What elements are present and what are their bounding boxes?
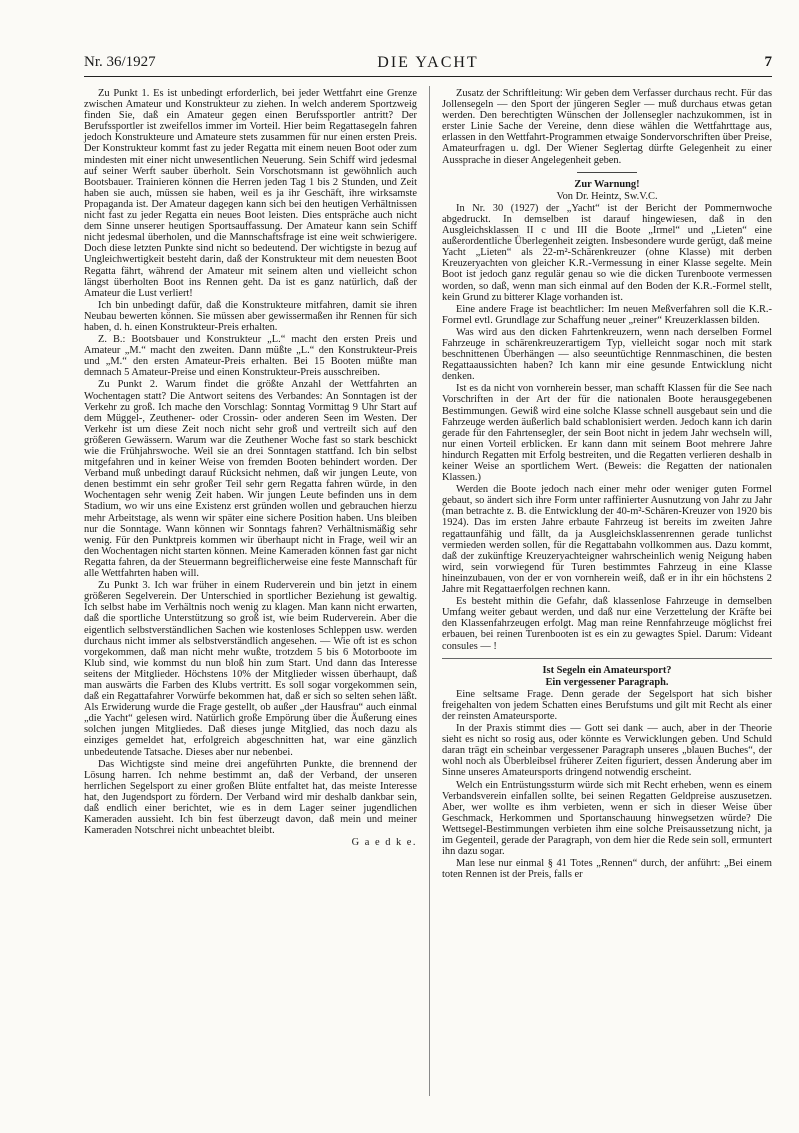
paragraph: Was wird aus den dicken Fahrtenkreuzern, wenn nach derselben Formel Fahrzeuge in schärenkreuzerartigem Typ, vielleicht sogar noch mit stark beschnittenen Überhängen — also seeuntüchtige Rennmaschinen, die besten Regattaaussichten haben? Ich kann mir eine gesunde Entwicklung nicht denken. [442, 326, 772, 383]
paragraph: Zu Punkt 1. Es ist unbedingt erforderlich, bei jeder Wettfahrt eine Grenze zwischen Amateur und Konstrukteur zu ziehen. In welch anderem Sportzweig finden Sie, daß ein Amateur gegen einen Berufssportler antritt? Der Berufssportler ist zweifellos immer im Vorteil. Hier beim Regattasegeln fahren jedoch Konstrukteure und Amateure stets zusammen für nur einen ersten Preis. Der Konstrukteur kommt fast zu jeder Regatta mit einem neuen Boot oder zum mindesten mit einer nicht unwesentlichen Neuerung. Sein Schiff wird jedesmal auf seiner Werft sauber überholt. Sein Vorschotsmann ist gewöhnlich auch Bootsbauer. Trainieren können die Herren jeden Tag 1 bis 2 Stunden, und Zeit haben sie auch, müssen sie haben, weil es ja ihr Geschäft, ihre wirksamste Propaganda ist. Der Amateur dagegen kann sich bei den heutigen Verhältnissen nicht fast zu jeder Regatta ein neues Boot leisten. Dies entspräche auch nicht dem Sinne unserer heutigen Sportsauffassung. Der Amateur kann sein Schiff nicht jedesmal überholen, und die Mannschaftsfrage ist eine weit schwierigere. Doch diese letzten Punkte sind nicht so bedeutend. Der wichtigste in bezug auf Ungleichwertigkeit besteht darin, daß der Konstrukteur mit dem neuesten Boot Regatta fährt, während der Amateur mit seinem alten und vielleicht schon längst überholten Boot ins Rennen geht. Da ist es ganz natürlich, daß der Amateur die Lust verliert! [84, 88, 417, 299]
paragraph: Ich bin unbedingt dafür, daß die Konstrukteure mitfahren, damit sie ihren Neubau bewerten können. Sie müssen aber gewissermaßen ihr Rennen für sich haben, d. h. einen Konstrukteur-Preis erhalten. [84, 299, 417, 333]
paragraph: Eine andere Frage ist beachtlicher: Im neuen Meßverfahren soll die K.R.-Formel evtl. Grundlage zur Schaffung neuer „reiner“ Kreuzerklassen bilden. [442, 303, 772, 326]
paragraph: Welch ein Entrüstungssturm würde sich mit Recht erheben, wenn es einem Verbandsverein einfallen sollte, bei seinen Regatten Geldpreise auszusetzen. Aber, wer wollte es ihm verbieten, wenn er sich in dieser Weise über Geschmack, Herkommen und Sportanschauung hinwegsetzen würde? Die Wettsegel-Bestimmungen verbieten ihm eine solche Preisaussetzung nicht, ja im Gegenteil, gerade der Paragraph, von dem hier die Rede sein soll, ermuntert ihn dazu sogar. [442, 779, 772, 858]
editor-note: Zusatz der Schriftleitung: Wir geben dem Verfasser durchaus recht. Für das Jollensegeln — den Sport der jüngeren Segler — muß durchaus etwas getan werden. Den berechtigten Wünschen der Jollensegler nachzukommen, ist in erster Linie Sache der Vereine, denn diese wählen die Wettfahrttage aus, erlassen in den Wettfahrt-Programmen etwaige Sondervorschriften über Preise, Amateurfragen u. dgl. Der Wiener Seglertag dürfte Gelegenheit zu einer Aussprache in dieser Angelegenheit geben. [442, 88, 772, 166]
paragraph: Zu Punkt 2. Warum findet die größte Anzahl der Wettfahrten an Wochentagen statt? Die Antwort seitens des Verbandes: An Sonntagen ist der Verkehr zu groß. Ich mache den Vorschlag: Sonntag Vormittag 9 Uhr Start auf dem Müggel-, Zeuthener- oder Crossin- oder anderen Seen im Westen. Der Verkehr ist um diese Zeit noch nicht sehr groß und vertreilt sich auf den größeren Gewässern. Warum war die Zeuthener Woche fast so stark beschickt wie die Frühjahrswoche. Weil sie an drei Sonntagen stattfand. Ich bin selbst mitgefahren und in keiner Weise von fremden Booten behindert worden. Der Verband muß unbedingt darauf Rücksicht nehmen, daß wir jungen Leute, von denen bestimmt ein sehr großer Teil sehr gern Regatta fahren würde, in den Wochentagen sehr wenig Zeit haben. Wir jungen Leute befinden uns in dem Stadium, wo wir uns eine Existenz erst gründen wollen und gebrauchen hierzu mehr Arbeitstage, als wenn wir später eine sichere Position haben. Uns bleiben nur die Sonntage. Wann können wir Sonntags fahren? Verhältnismäßig sehr wenig. Für den Punktpreis kommen wir überhaupt nicht in Frage, weil wir an den Wochentagen nicht starten können. Meine Kameraden können fast gar nicht Regatta fahren, da der Steuermann begreiflicherweise eine feste Mannschaft für alle Wettfahrten haben will. [84, 379, 417, 580]
article-subtitle: Ein vergessener Paragraph. [545, 676, 669, 688]
section-rule [577, 172, 637, 173]
article-title: Ist Segeln ein Amateursport? [542, 664, 672, 676]
left-column [84, 88, 417, 848]
right-column [442, 88, 772, 881]
paragraph: Z. B.: Bootsbauer und Konstrukteur „L.“ macht den ersten Preis und Amateur „M.“ macht den zweiten. Dann müßte „L.“ den Konstrukteur-Preis und „M.“ den ersten Amateur-Preis erhalten. Bei 15 Booten müßte man demnach 5 Amateur-Preise und einen Konstrukteur-Preis ausschreiben. [84, 334, 417, 379]
paragraph: Das Wichtigste sind meine drei angeführten Punkte, die brennend der Lösung harren. Ich nehme bestimmt an, daß der Verband, der unseren herrlichen Segelsport zu einer großen Blüte entfaltet hat, das meiste Interesse hat, den Jugendsport zu fördern. Der Verband wird mir deshalb dankbar sein, daß endlich einer berichtet, wie es in dem Lager seiner jugendlichen Kameraden aussieht. Ich bin fest überzeugt davon, daß mein und meiner Kameraden Notschrei nicht unbeachtet bleibt. [84, 758, 417, 837]
magazine-title: DIE YACHT [377, 54, 479, 71]
paragraph: In Nr. 30 (1927) der „Yacht“ ist der Bericht der Pommernwoche abgedruckt. In demselben ist darauf hingewiesen, daß in den Ausgleichsklassen II c und III die Boote „Irmel“ und „Lieten“ eine außerordentliche Überlegenheit zeigten. Insbesondere wurde gerügt, daß meine Yacht „Lieten“ als 22-m²-Schärenkreuzer (ohne Klasse) mit derben Kreuzeryachten von gleicher K.R.-Vermessung in einer Klasse segelte. Mein Boot ist jedoch ganz regulär genau so wie die dicken Turenboote vermessen worden, so daß, wenn man sich einmal auf den Boden der K.R.-Formel stellt, kein Grund zu bitterer Klage vorhanden ist. [442, 202, 772, 303]
author-signature: G a e d k e. [351, 837, 417, 849]
paragraph: In der Praxis stimmt dies — Gott sei dank — auch, aber in der Theorie sieht es nicht so rosig aus, oder könnte es Verwicklungen geben. Und Schuld daran trägt ein scheinbar vergessener Paragraph unseres „blauen Buches“, der wohl noch als Überbleibsel früherer Zeiten figuriert, dessen Änderung aber im Sinne unseres Amateursports dringend notwendig erscheint. [442, 723, 772, 779]
page-number: 7 [764, 54, 772, 70]
paragraph: Ist es da nicht von vornherein besser, man schafft Klassen für die See nach Vorschriften in der Art der für die nationalen Boote herausgegebenen Bestimmungen. Gewiß wird eine solche Klasse schnell ausgebaut sein und die Fahrzeuge werden äußerlich bald schablonisiert werden. Jedoch kann ich darin gerade für den Fahrtensegler, der sein Boot nicht in jedem Jahr wechseln will, nur einen Vorteil erblicken. Er kann dann mit seinem Boot mehrere Jahre hindurch Regatten mit Erfolg bestreiten, und die Regatten verlieren deshalb in keiner Weise an sportlichem Wert. (Beweis: die Regatten der nationalen Klassen.) [442, 383, 772, 484]
issue-number: Nr. 36/1927 [84, 54, 156, 70]
section-divider [442, 658, 772, 659]
paragraph: Zu Punkt 3. Ich war früher in einem Ruderverein und bin jetzt in einem größeren Segelverein. Der Unterschied in sportlicher Beziehung ist gewaltig. Ich selbst habe im Verhältnis noch wenig zu klagen. Man kann nicht erwarten, daß die sportliche Unterstützung so groß ist, wie beim Ruderverein. Aber die eigentlich selbstverständlichen Sachen wie kostenloses Schleppen usw. werden durchaus nicht immer als selbstverständlich angesehen. — Wie oft ist es schon vorgekommen, daß man nicht mehr wußte, trotzdem 5 bis 6 Motorboote im Klub sind, wie kommst du nun bloß hin zum Start. Und dann das Interesse seitens der Mitglieder. Höchstens 10% der Mitglieder wissen überhaupt, daß man auswärts die Farben des Klubs vertritt. Es soll sogar vorgekommen sein, daß ein Regattafahrer Vorwürfe bekommen hat, daß er sich so selten sehen läßt. Als Erwiderung wurde die Frage gestellt, ob außer „der Hausfrau“ auch einmal „die Yacht“ gelesen wird. Natürlich große Empörung über die Äußerung eines solchen jungen Mitgliedes. Daß dieses junge Mitglied, das noch dazu als einziges gemeldet hat, erfolgreich abgeschnitten hat, war eine gänzlich unbedeutende Tatsache. Dieses aber nur nebenbei. [84, 580, 417, 758]
article-title: Zur Warnung! [574, 178, 640, 190]
column-divider [429, 86, 430, 1096]
paragraph: Eine seltsame Frage. Denn gerade der Segelsport hat sich bisher freigehalten von jedem Schatten eines Berufstums und gilt mit Recht als einer der reinsten Amateursporte. [442, 688, 772, 722]
paragraph: Werden die Boote jedoch nach einer mehr oder weniger guten Formel gebaut, so ändert sich ihre Form unter raffinierter Ausnutzung von Jahr zu Jahr (man betrachte z. B. die Entwicklung der 40-m²-Schären-Kreuzer von 1920 bis 1924). Das im ersten Jahre erbaute Fahrzeug ist bereits im zweiten Jahre regattaunfähig und fällt, da ja Ausgleichsklassenrennen gerade tunlichst vermieden werden sollen, für die Regattabahn vollkommen aus. Dazu kommt, daß der zukünftige Kreuzeryachteigner wahrscheinlich wenig Neigung haben wird, sein vorwiegend für Turen bestimmtes Fahrzeug in eine Klasse hineinzubauen, von der er von vornherein weiß, daß er in ihr ein höchstens 2 Jahre mit Regattaerfolgen rechnen kann. [442, 484, 772, 596]
article-byline: Von Dr. Heintz, Sw.V.C. [556, 190, 658, 202]
header-rule [84, 76, 772, 77]
page-header [84, 54, 772, 76]
paragraph: Man lese nur einmal § 41 Totes „Rennen“ durch, der anführt: „Bei einem toten Rennen ist der Preis, falls er [442, 858, 772, 881]
paragraph: Es besteht mithin die Gefahr, daß klassenlose Fahrzeuge in demselben Umfang weiter gebaut werden, und daß nur eine Verzettelung der Kräfte bei den Klassenfahrzeugen erfolgt. Mag man reine Rennfahrzeuge möglichst frei erbauen, bei reinen Turenbooten ist es ein zu gewagtes Spiel. Darum: Videant consules — ! [442, 596, 772, 652]
